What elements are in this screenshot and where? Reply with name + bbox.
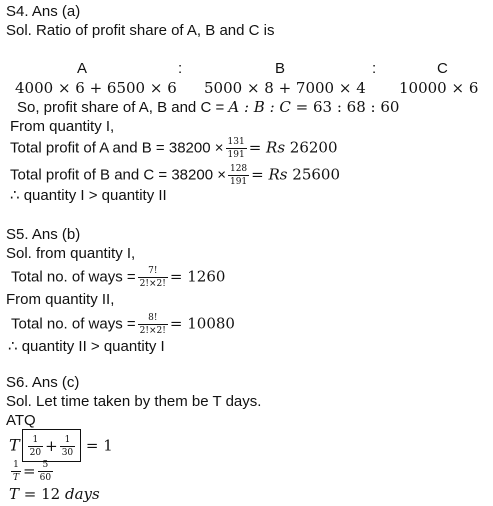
- header-a: A: [77, 60, 88, 77]
- header-c: C: [437, 60, 448, 77]
- atq-label: ATQ: [6, 412, 36, 429]
- ratio-vars: A : B : C: [228, 98, 291, 116]
- ways-2-value: = 10080: [169, 314, 235, 333]
- eq2-frac-right: [38, 460, 53, 483]
- ab-label: Total profit of A and B = 38200 ×: [10, 139, 224, 157]
- ab-profit-line: [10, 137, 338, 160]
- eq2-left-num: 1: [11, 460, 21, 472]
- final-var: T: [9, 485, 20, 503]
- ways-2-fraction: [138, 313, 168, 336]
- bc-profit-line: [10, 164, 340, 187]
- ratio-line: [17, 98, 399, 117]
- bc-currency: Rs: [268, 165, 288, 184]
- ways-2-label: Total no. of ways =: [11, 315, 136, 333]
- s4-conclusion: ∴ quantity I > quantity II: [10, 187, 167, 204]
- s5-sol-text: Sol. from quantity I,: [6, 245, 136, 262]
- ways-2-denominator: 2!×2!: [139, 326, 166, 336]
- ab-currency: Rs: [266, 138, 286, 157]
- ab-numerator: 131: [227, 137, 245, 147]
- from-quantity-1: From quantity I,: [10, 118, 115, 135]
- eq1-frac-1-num: 1: [28, 435, 43, 447]
- s5-title: S5. Ans (b): [6, 226, 81, 243]
- colon-2: :: [372, 60, 377, 77]
- bc-numerator: 128: [229, 164, 248, 174]
- ways-2-line: [11, 313, 235, 336]
- eq1-frac-2: [60, 435, 75, 458]
- ways-1-numerator: 7!: [138, 266, 168, 278]
- final-unit: days: [64, 485, 100, 503]
- bc-fraction: [228, 164, 249, 187]
- eq1-var: T: [9, 435, 20, 455]
- s5-conclusion: ∴ quantity II > quantity I: [8, 338, 165, 355]
- from-quantity-2: From quantity II,: [6, 291, 115, 308]
- eq2-equals: =: [23, 462, 36, 480]
- bc-denominator: 191: [229, 177, 248, 187]
- ways-2-numerator: 8!: [138, 313, 168, 325]
- equation-2: [9, 458, 55, 483]
- eq1-frac-2-num: 1: [60, 435, 75, 447]
- s4-sol-text: Sol. Ratio of profit share of A, B and C is: [6, 22, 275, 39]
- ab-denominator: 191: [227, 150, 245, 160]
- expr-c: 10000 × 6: [399, 79, 479, 97]
- eq2-right-num: 5: [38, 460, 53, 472]
- eq1-value: = 1: [81, 436, 113, 455]
- bc-label: Total profit of B and C = 38200 ×: [10, 166, 226, 184]
- s4-title: S4. Ans (a): [6, 3, 81, 20]
- ways-1-label: Total no. of ways =: [11, 268, 136, 286]
- ab-fraction: [226, 137, 247, 160]
- eq1-frac-1: [28, 435, 43, 458]
- eq2-right-den: 60: [39, 472, 52, 483]
- ways-1-denominator: 2!×2!: [139, 279, 166, 289]
- eq2-left-den: T: [13, 472, 20, 483]
- header-b: B: [275, 60, 286, 77]
- s6-sol-text: Sol. Let time taken by them be T days.: [6, 393, 262, 410]
- s6-title: S6. Ans (c): [6, 374, 80, 391]
- expr-b: 5000 × 8 + 7000 × 4: [204, 79, 366, 97]
- bc-equals: =: [251, 165, 269, 184]
- ways-1-fraction: [138, 266, 168, 289]
- ratio-values: = 63 : 68 : 60: [290, 98, 400, 116]
- ab-value: 26200: [285, 138, 338, 157]
- expr-a: 4000 × 6 + 6500 × 6: [15, 79, 177, 97]
- ab-equals: =: [248, 138, 267, 157]
- bc-value: 25600: [287, 165, 341, 184]
- ways-1-line: [11, 266, 225, 289]
- eq1-frac-1-den: 20: [29, 447, 42, 458]
- eq1-frac-2-den: 30: [61, 447, 74, 458]
- eq2-frac-left: [11, 460, 21, 483]
- eq1-plus: +: [45, 437, 58, 455]
- ratio-prefix: So, profit share of A, B and C =: [17, 99, 229, 116]
- ways-1-value: = 1260: [169, 267, 226, 286]
- colon-1: :: [178, 60, 183, 77]
- final-value: = 12: [19, 485, 65, 503]
- final-answer: [9, 485, 100, 503]
